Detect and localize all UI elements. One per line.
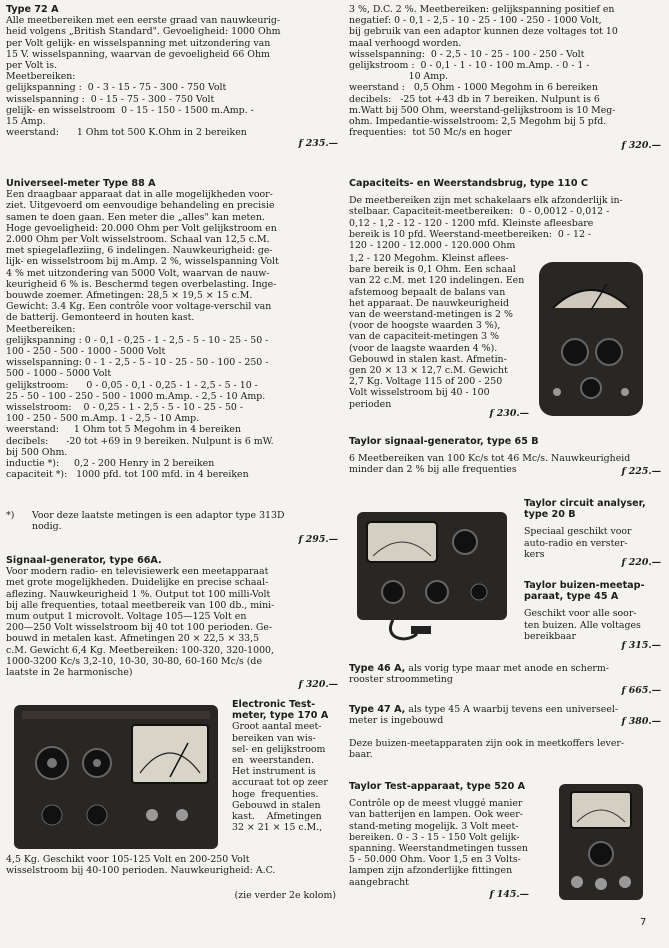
footnote-text: Voor deze laatste metingen is een adaptor type 313D nodig. [32, 510, 285, 533]
type-110c-section [349, 178, 661, 251]
type-88a-title: Universeel-meter Type 88 A [6, 178, 156, 189]
test-apparatus-illustration [555, 780, 647, 904]
type-170a-ranges: 3 %, D.C. 2 %. Meetbereiken: gelijkspanning positief en negatief: 0 - 0,1 - 2,5 - 10 - 25 - 100 - 250 - 1000 Volt, bij gebruik van een adaptor kunnen deze voltages tot 10 maal verhoogd worden. wisselspanning: 0 - 2,5 - 10 - 25 - 100 - 250 - Volt gelijkstroom : 0 - 0,1 - 1 - 10 - 100 m.Amp. - 0 - 1 - 10 Amp. weerstand : 0,5 Ohm - 1000 Megohm in 6 bereiken decibels: -25 tot +43 db in 7 bereiken. Nulpunt is 6 m.Watt bij 500 Ohm, weerstand-gelijkstroom is 10 Meg- ohm. Impedantie-wisselstroom: 2,5 Megohm bij 5 pfd. frequenties: tot 50 Mc/s en hoger [349, 4, 618, 139]
type-47a-price: f 380.— [621, 716, 661, 727]
type-110c-title: Capaciteits- en Weerstandsbrug, type 110 C [349, 178, 588, 189]
type-88a-body: Een draagbaar apparaat dat in alle mogelijkheden voor- ziet. Uitgevoerd om eenvoudige behandeling en precisie samen te doen gaan. Een meter die „alles" kan meten. Hoge gevoeligheid: 20.000 Ohm per Volt gelijkstroom en 2.000 Ohm per Volt wisselstroom. Schaal van 12,5 c.M. met spiegelafleziing, 6 indelingen. Nauwkeurigheid: ge- lijk- en wisselstroom bij m.Amp. 2 %, wisselspanning Volt 4 % met uitzondering van 5000 Volt, waarvan de nauw- keurigheid 6 % is. Beschermd tegen overbelasting. Inge- bouwde zoemer. Afmetingen: 28,5 × 19,5 × 15 c.M. Gewicht: 3.4 Kg. Een contrôle voor voltage-verschil van de batterij. Gemonteerd in houten kast. Meetbereiken: gelijkspanning : 0 - 0,1 - 0,25 - 1 - 2,5 - 5 - 10 - 25 - 50 - 100 - 250 - 500 - 1000 - 5000 Volt wisselspanning: 0 - 1 - 2,5 - 5 - 10 - 25 - 50 - 100 - 250 - 500 - 1000 - 5000 Volt gelijkstroom: 0 - 0,05 - 0,1 - 0,25 - 1 - 2,5 - 5 - 10 - 25 - 50 - 100 - 250 - 500 - 1000 m.Amp. - 2,5 - 10 Amp. wisselstroom: 0 - 0,25 - 1 - 2,5 - 5 - 10 - 25 - 50 - 100 - 250 - 500 m.Amp. 1 - 2,5 - 10 Amp. weerstand: 1 Ohm tot 5 Megohm in 4 bereiken decibels: -20 tot +69 in 9 bereiken. Nulpunt is 6 mW. bij 500 Ohm. inductie *): 0,2 - 200 Henry in 2 bereiken capaciteit *): 1000 pfd. tot 100 mfd. in 4 bereiken [6, 189, 279, 481]
type-170a-body: Groot aantal meet- bereiken van wis- sel- en gelijkstroom en weerstanden. Het instrument is accuraat tot op zeer hoge frequenties. Gebouwd in stalen kast. Afmetingen 32 × 21 × 15 c.M., [232, 721, 328, 834]
bridge-illustration [535, 260, 647, 418]
type-46a-title: Type 46 A, [349, 663, 406, 674]
type-66a-title: Signaal-generator, type 66A. [6, 555, 162, 566]
type-170a-section [232, 699, 338, 833]
type-66a-price: f 320.— [298, 679, 338, 690]
type-170a-continuation [349, 4, 661, 138]
type-72a-section [6, 4, 338, 150]
type-72a-body: Alle meetbereiken met een eerste graad van nauwkeurig- heid volgens „British Standard". Gevoeligheid: 1000 Ohm per Volt gelijk- en wisselspanning met uitzondering van 15 V. wisselspanning, waarvan de gevoeligheid 66 Ohm per Volt is. Meetbereiken: gelijkspanning : 0 - 3 - 15 - 75 - 300 - 750 Volt wisselspanning : 0 - 15 - 75 - 300 - 750 Volt gelijk- en wisselstroom 0 - 15 - 150 - 1500 m.Amp. - 15 Amp. weerstand: 1 Ohm tot 500 K.Ohm in 2 bereiken [6, 15, 281, 139]
type-20b-price: f 220.— [621, 557, 661, 568]
type-66a-section [6, 555, 338, 678]
type-45a-section [524, 580, 661, 642]
signal-generator-illustration [353, 508, 513, 648]
testmeter-illustration [12, 703, 220, 851]
type-110c-price: f 230.— [489, 408, 529, 419]
type-170a-title: Electronic Test- meter, type 170 A [232, 699, 329, 722]
continued-note: (zie verder 2e kolom) [234, 890, 336, 901]
type-170a-body-continued: 4,5 Kg. Geschikt voor 105-125 Volt en 200-250 Volt wisselstroom bij 40-100 perioden. Nauwkeurigheid: A.C. [6, 854, 276, 877]
meetkoffer-note: Deze buizen-meetapparaten zijn ook in meetkoffers lever- baar. [349, 738, 625, 761]
type-520a-body: Contrôle op de meest vluggé manier van batterijen en lampen. Ook weer- stand-meting mogelijk. 3 Volt meet- bereiken. 0 - 3 - 15 - 150 Volt gelijk- spanning. Weerstandmetingen tussen 5 - 50.000 Ohm. Voor 1,5 en 3 Volts- lampen zijn afzonderlijke fittingen aangebracht [349, 798, 528, 888]
type-45a-body: Geschikt voor alle soor- ten buizen. Alle voltages bereikbaar [524, 608, 641, 642]
test-apparatus-photo [555, 780, 647, 904]
type-72a-price: f 235.— [298, 138, 338, 150]
type-520a-price: f 145.— [489, 889, 529, 900]
type-46a-body: als vorig type maar met anode en scherm- rooster stroommeting [349, 663, 609, 686]
type-65b-title: Taylor signaal-generator, type 65 B [349, 436, 539, 447]
type-45a-title: Taylor buizen-meetap- paraat, type 45 A [524, 580, 645, 603]
type-20b-title: Taylor circuit analyser, type 20 B [524, 498, 646, 521]
type-65b-price: f 225.— [621, 466, 661, 477]
type-66a-body: Voor modern radio- en televisiewerk een meetapparaat met grote mogelijkheden. Duidelijke en precise schaal- aflezing. Nauwkeurigheid 1 %. Output tot 100 milli-Volt bij alle frequenties, totaal meetbereik van 100 db., mini- mum output 1 microvolt. Voltage 105—125 Volt en 200—250 Volt wisselstroom bij 40 tot 100 perioden. Ge- bouwd in metalen kast. Afmetingen 20 × 22,5 × 33,5 c.M. Gewicht 6,4 Kg. Meetbereiken: 100-320, 320-1000, 1000-3200 Kc/s 3,2-10, 10-30, 30-80, 60-160 Mc/s (de laatste in 2e harmonische) [6, 566, 275, 679]
type-72a-title: Type 72 A [6, 4, 59, 15]
type-170a-price: f 320.— [621, 140, 661, 151]
type-46a-price: f 665.— [621, 685, 661, 696]
type-520a-title: Taylor Test-apparaat, type 520 A [349, 781, 526, 792]
page-number: 7 [640, 917, 647, 928]
type-110c-body-continued: 1,2 - 120 Megohm. Kleinst aflees- bare bereik is 0,1 Ohm. Een schaal van 22 c.M. met 120 indelingen. Een afstemoog bepaalt de balans van het apparaat. De nauwkeurigheid van de weerstand-metingen is 2 % (voor de hoogste waarden 3 %), van de capaciteit-metingen 3 % (voor de laagste waarden 4 %). Gebouwd in stalen kast. Afmetin- gen 20 × 13 × 12,7 c.M. Gewicht 2,7 Kg. Voltage 115 of 200 - 250 Volt wisselstroom bij 40 - 100 perioden [349, 253, 525, 410]
signal-generator-photo [353, 508, 513, 648]
type-45a-price: f 315.— [621, 640, 661, 651]
type-47a-title: Type 47 A, [349, 704, 406, 715]
type-88a-price: f 295.— [298, 534, 338, 545]
type-20b-body: Speciaal geschikt voor auto-radio en verster- kers [524, 526, 632, 560]
electronic-testmeter-photo [12, 703, 220, 851]
type-20b-section [524, 498, 661, 560]
type-88a-section [6, 178, 338, 480]
type-46a-section [349, 663, 661, 685]
bridge-photo [535, 260, 647, 418]
footnote-mark: *) [6, 510, 15, 521]
type-65b-body: 6 Meetbereiken van 100 Kc/s tot 46 Mc/s. Nauwkeurigheid minder dan 2 % bij alle frequenties [349, 453, 631, 476]
type-47a-body: als type 45 A waarbij tevens een universeel- meter is ingebouwd [349, 704, 619, 727]
type-110c-body: De meetbereiken zijn met schakelaars elk afzonderlijk in- stelbaar. Capaciteit-meetbereiken: 0 - 0,0012 - 0,012 - 0,12 - 1,2 - 12 - 120 - 1200 mfd. Kleinste afleesbare bereik is 10 pfd. Weerstand-meetbereiken: 0 - 12 - 120 - 1200 - 12.000 - 120.000 Ohm [349, 195, 623, 252]
